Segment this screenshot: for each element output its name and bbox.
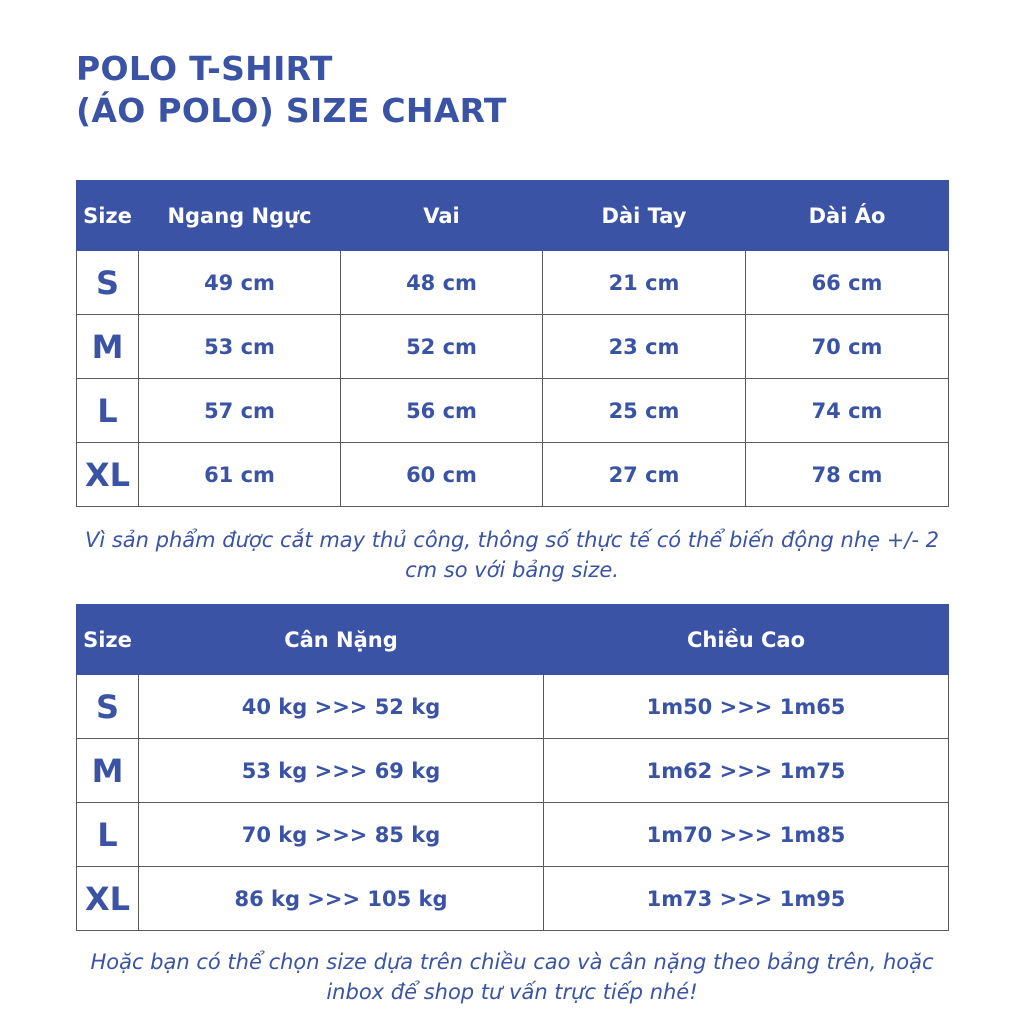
table-row [77, 675, 949, 739]
measurements-header-row [77, 181, 949, 251]
table-row [77, 379, 949, 443]
size-label: L [77, 803, 139, 867]
size-label: M [77, 315, 139, 379]
size-advice-note: Hoặc bạn có thể chọn size dựa trên chiều cao và cân nặng theo bảng trên, hoặc inbox để shop tư vấn trực tiếp nhé! [90, 950, 934, 1004]
sleeve-length-value: 23 cm [543, 315, 746, 379]
table-row [77, 251, 949, 315]
body-length-value: 74 cm [746, 379, 949, 443]
sleeve-length-value: 25 cm [543, 379, 746, 443]
height-range: 1m50 >>> 1m65 [544, 675, 949, 739]
weight-range: 86 kg >>> 105 kg [139, 867, 544, 931]
header-height: Chiều Cao [544, 605, 949, 675]
height-range: 1m70 >>> 1m85 [544, 803, 949, 867]
shoulder-value: 52 cm [341, 315, 543, 379]
height-range: 1m73 >>> 1m95 [544, 867, 949, 931]
size-label: S [77, 251, 139, 315]
shoulder-value: 56 cm [341, 379, 543, 443]
table-row [77, 315, 949, 379]
shoulder-value: 48 cm [341, 251, 543, 315]
measurement-tolerance-note: Vì sản phẩm được cắt may thủ công, thông số thực tế có thể biến động nhẹ +/- 2 cm so với bảng size. [84, 528, 940, 582]
header-shoulder: Vai [341, 181, 543, 251]
header-chest-width: Ngang Ngực [139, 181, 341, 251]
body-length-value: 66 cm [746, 251, 949, 315]
weight-range: 40 kg >>> 52 kg [139, 675, 544, 739]
table-row [77, 803, 949, 867]
shoulder-value: 60 cm [341, 443, 543, 507]
size-label: L [77, 379, 139, 443]
table-row [77, 867, 949, 931]
header-body-length: Dài Áo [746, 181, 949, 251]
header-size: Size [77, 605, 139, 675]
size-label: M [77, 739, 139, 803]
header-size: Size [77, 181, 139, 251]
body-length-value: 70 cm [746, 315, 949, 379]
weight-range: 53 kg >>> 69 kg [139, 739, 544, 803]
title-line-2: (ÁO POLO) SIZE CHART [76, 91, 507, 130]
header-sleeve-length: Dài Tay [543, 181, 746, 251]
weight-height-table [76, 604, 949, 931]
chest-width-value: 57 cm [139, 379, 341, 443]
height-range: 1m62 >>> 1m75 [544, 739, 949, 803]
page-title [76, 48, 507, 132]
size-label: XL [77, 443, 139, 507]
table-row [77, 443, 949, 507]
body-length-value: 78 cm [746, 443, 949, 507]
chest-width-value: 49 cm [139, 251, 341, 315]
size-label: S [77, 675, 139, 739]
table-row [77, 739, 949, 803]
weight-range: 70 kg >>> 85 kg [139, 803, 544, 867]
measurements-table [76, 180, 949, 507]
weight-height-header-row [77, 605, 949, 675]
size-label: XL [77, 867, 139, 931]
sleeve-length-value: 27 cm [543, 443, 746, 507]
header-weight: Cân Nặng [139, 605, 544, 675]
chest-width-value: 61 cm [139, 443, 341, 507]
title-line-1: POLO T-SHIRT [76, 49, 333, 88]
chest-width-value: 53 cm [139, 315, 341, 379]
sleeve-length-value: 21 cm [543, 251, 746, 315]
